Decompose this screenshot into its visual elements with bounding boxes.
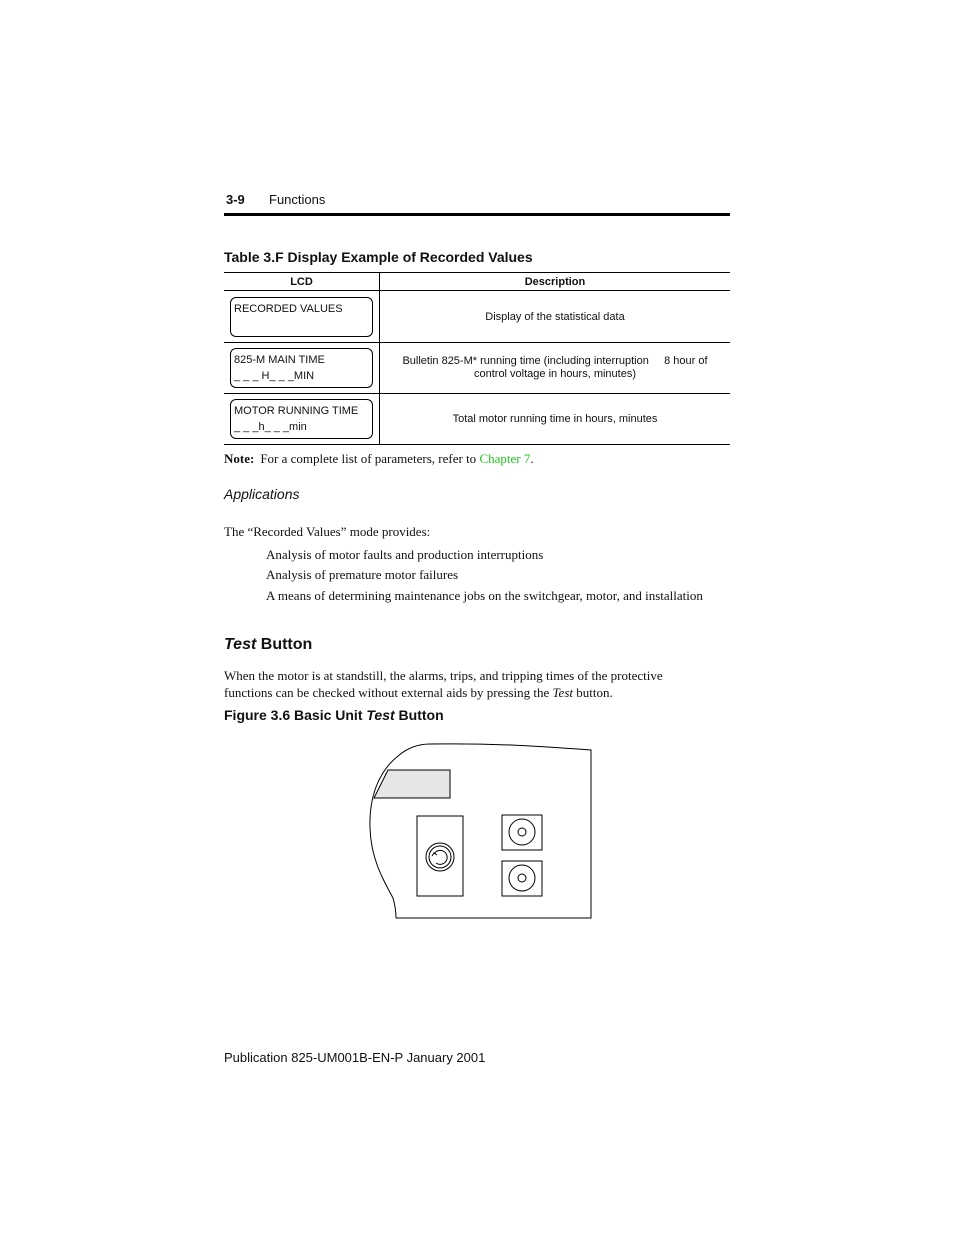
lcd-cell	[224, 394, 380, 445]
page-number: 3-9	[226, 192, 245, 207]
figure-caption	[224, 707, 444, 723]
list-item: Analysis of premature motor failures	[266, 567, 459, 582]
running-header: Functions	[269, 192, 326, 207]
applications-intro: The “Recorded Values” mode provides:	[224, 524, 431, 539]
column-header-description: Description	[380, 273, 731, 291]
description-cell: Total motor running time in hours, minutes	[380, 394, 731, 445]
header-rule	[224, 213, 730, 216]
note-text: For a complete list of parameters, refer to	[260, 451, 480, 466]
test-button-panel	[417, 816, 463, 896]
basic-unit-figure	[360, 738, 600, 928]
lcd-line-1: 825-M MAIN TIME	[234, 354, 325, 366]
list-item: Analysis of motor faults and production interruptions	[266, 547, 544, 562]
lcd-line-2: _ _ _h_ _ _min	[234, 421, 307, 433]
figure-caption-italic: Test	[366, 707, 395, 723]
column-header-lcd: LCD	[224, 273, 380, 291]
figure-caption-end: Button	[394, 707, 444, 723]
paragraph-text: When the motor is at standstill, the alarms, trips, and tripping times of the protective functions can be checked without external aids by pressing the	[224, 668, 663, 700]
figure-caption-text: Figure 3.6 Basic Unit	[224, 707, 367, 723]
section-heading-rest: Button	[256, 636, 313, 653]
display-window	[374, 770, 450, 798]
table-caption: Table 3.F Display Example of Recorded Values	[224, 249, 533, 265]
section-heading-italic: Test	[224, 636, 257, 653]
table-note	[224, 451, 534, 467]
table-header-row	[224, 273, 730, 291]
section-heading	[224, 636, 312, 654]
description-cell: Bulletin 825-M* running time (including interruption 8 hour of control voltage in hours, minutes)	[380, 343, 731, 394]
description-cell: Display of the statistical data	[380, 291, 731, 343]
lcd-display	[230, 297, 373, 337]
chapter-7-link[interactable]: Chapter 7	[479, 451, 531, 466]
lcd-display	[230, 399, 373, 439]
table-row	[224, 394, 730, 445]
recorded-values-table	[224, 272, 730, 445]
section-paragraph	[224, 667, 714, 701]
lcd-cell	[224, 291, 380, 343]
lcd-cell	[224, 343, 380, 394]
paragraph-italic: Test	[552, 685, 573, 700]
applications-heading: Applications	[224, 486, 300, 502]
table-row	[224, 343, 730, 394]
upper-button-icon[interactable]	[502, 815, 542, 850]
note-end: .	[530, 451, 534, 466]
publication-footer: Publication 825-UM001B-EN-P January 2001	[224, 1050, 486, 1065]
paragraph-end: button.	[573, 685, 613, 700]
note-label: Note:	[224, 451, 255, 466]
lcd-display	[230, 348, 373, 388]
table-row	[224, 291, 730, 343]
lower-button-icon[interactable]	[502, 861, 542, 896]
list-item: A means of determining maintenance jobs on the switchgear, motor, and installation	[266, 588, 703, 603]
lcd-line-1: RECORDED VALUES	[234, 302, 343, 315]
lcd-line-1: MOTOR RUNNING TIME	[234, 405, 359, 417]
lcd-line-2: _ _ _ H_ _ _MIN	[234, 370, 315, 382]
test-button-icon[interactable]	[426, 843, 454, 871]
